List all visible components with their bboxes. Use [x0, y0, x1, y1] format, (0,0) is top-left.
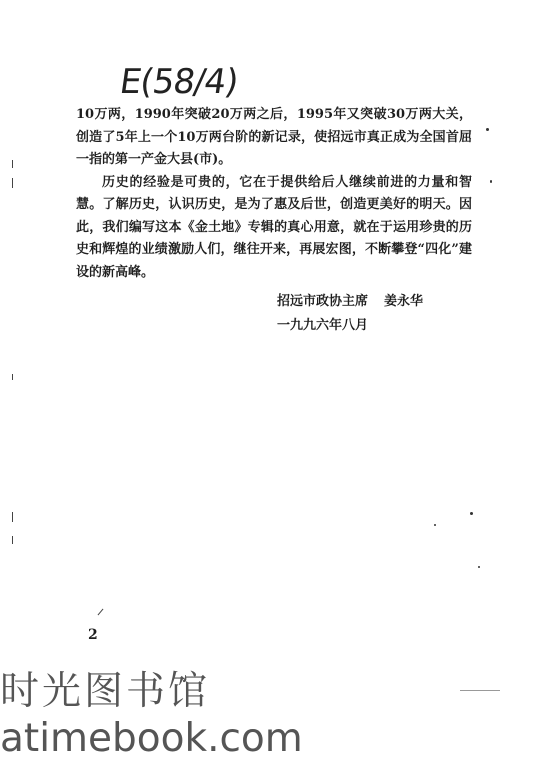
- scan-speck: [470, 512, 473, 515]
- page-number: 2: [88, 627, 98, 643]
- scan-speck: [12, 160, 13, 168]
- watermark-url: atimebook.com: [0, 716, 303, 761]
- paragraph-continued: 10万两，1990年突破20万两之后，1995年又突破30万两大关，创造了5年上一个10万两台阶的新记录，使招远市真正成为全国首屈一指的第一产金大县(市)。: [76, 107, 472, 167]
- scan-speck: [490, 180, 492, 183]
- scan-speck: [460, 690, 500, 691]
- scan-speck: [12, 374, 13, 380]
- signature-block: [277, 290, 423, 338]
- watermark-chinese: 时光图书馆: [0, 669, 211, 714]
- signature-line: [277, 290, 423, 314]
- signature-name: 姜永华: [384, 294, 424, 309]
- scan-speck: [434, 524, 436, 526]
- scan-speck: [12, 536, 13, 544]
- body-text: [76, 104, 472, 284]
- scan-speck: [478, 566, 480, 568]
- signature-date: 一九九六年八月: [277, 318, 369, 333]
- scan-speck: [12, 178, 13, 188]
- handwritten-annotation: E(58/4): [117, 62, 241, 102]
- scan-speck: [12, 512, 13, 522]
- signature-title: 招远市政协主席: [277, 294, 369, 309]
- paragraph: 历史的经验是可贵的，它在于提供给后人继续前进的力量和智慧。了解历史，认识历史，是为了惠及后世，创造更美好的明天。因此，我们编写这本《金土地》专辑的真心用意，就在于运用珍贵的历史和辉煌的业绩激励人们，继往开来，再展宏图，不断攀登“四化”建设的新高峰。: [76, 174, 472, 280]
- scan-speck: [486, 128, 489, 131]
- scan-speck: [98, 609, 104, 616]
